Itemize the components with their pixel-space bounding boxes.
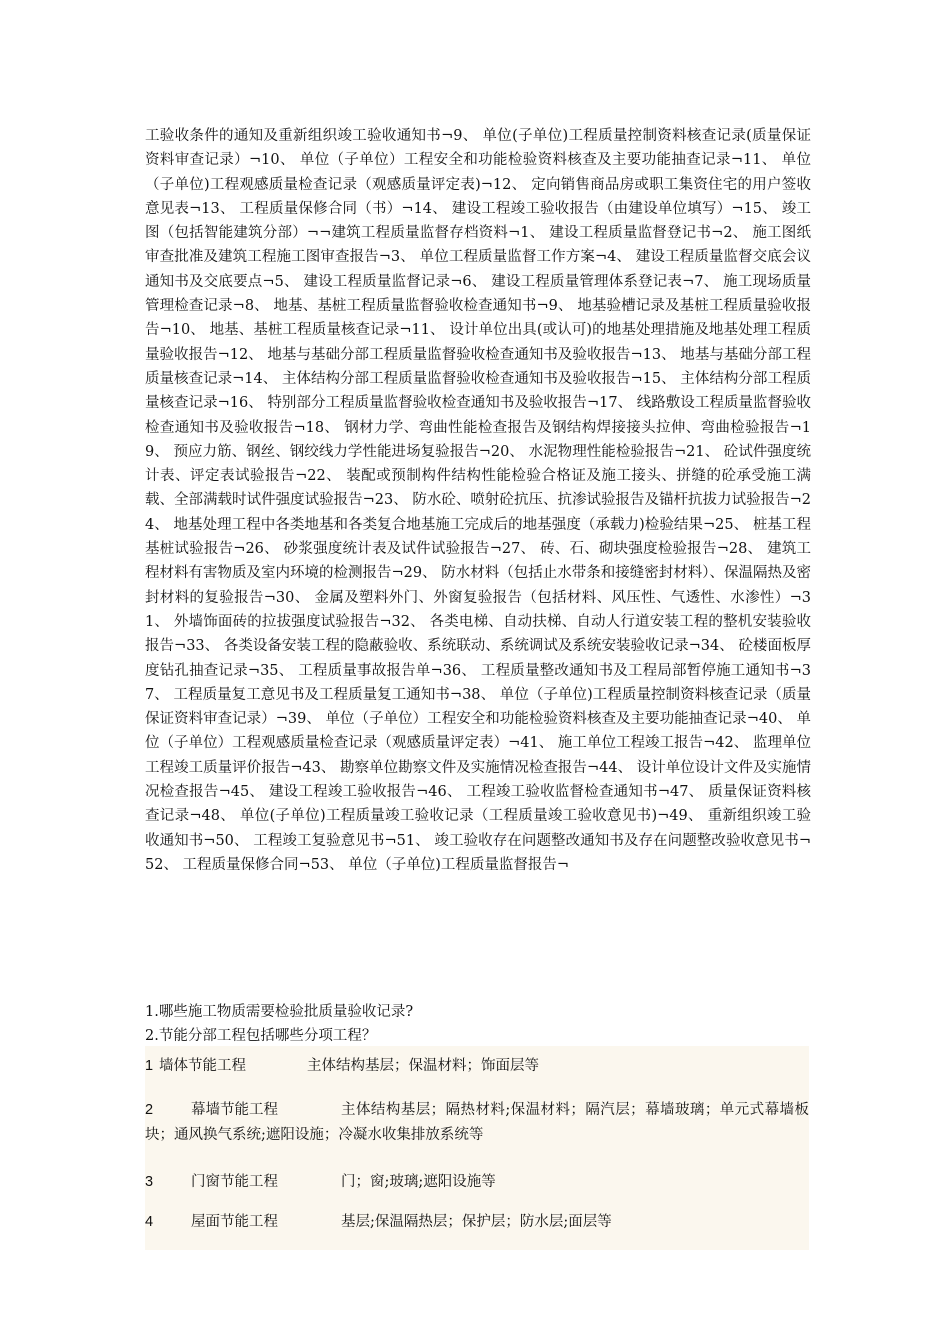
row-content: 主体结构基层；隔热材料;保温材料；隔汽层；幕墙玻璃；单元式幕墙板块；通风换气系统;遮阳设施；冷凝水收集排放系统等 [145, 1102, 809, 1143]
row-content: 主体结构基层；保温材料；饰面层等 [307, 1058, 539, 1074]
row-name: 墙体节能工程 [159, 1058, 246, 1074]
row-name: 门窗节能工程 [191, 1174, 278, 1190]
row-content: 门；窗;玻璃;遮阳设施等 [341, 1174, 496, 1190]
table-row [145, 1210, 809, 1250]
row-number: 1 [145, 1058, 154, 1074]
question-1: 1.哪些施工物质需要检验批质量验收记录? [145, 1004, 414, 1020]
row-number: 3 [145, 1174, 154, 1190]
body-paragraph: 工验收条件的通知及重新组织竣工验收通知书¬9、 单位(子单位)工程质量控制资料核查记录(质量保证资料审查记录）¬10、 单位（子单位）工程安全和功能检验资料核查及主要功能抽查记录¬11、 单位（子单位)工程观感质量检查记录（观感质量评定表)¬12、 定向销售商品房或职工集资住宅的用户签收意见表¬13、 工程质量保修合同（书）¬14、 建设工程竣工验收报告（由建设单位填写）¬15、 竣工图（包括智能建筑分部）¬¬建筑工程质量监督存档资料¬1、 建设工程质量监督登记书¬2、 施工图纸审查批准及建筑工程施工图审查报告¬3、 单位工程质量监督工作方案¬4、 建设工程质量监督交底会议通知书及交底要点¬5、 建设工程质量监督记录¬6、 建设工程质量管理体系登记表¬7、 施工现场质量管理检查记录¬8、 地基、基桩工程质量监督验收检查通知书¬9、 地基验槽记录及基桩工程质量验收报告¬10、 地基、基桩工程质量核查记录¬11、 设计单位出具(或认可)的地基处理措施及地基处理工程质量验收报告¬12、 地基与基础分部工程质量监督验收检查通知书及验收报告¬13、 地基与基础分部工程质量核查记录¬14、 主体结构分部工程质量监督验收检查通知书及验收报告¬15、 主体结构分部工程质量核查记录¬16、 特别部分工程质量监督验收检查通知书及验收报告¬17、 线路敷设工程质量监督验收检查通知书及验收报告¬18、 钢材力学、弯曲性能检查报告及钢结构焊接接头拉伸、弯曲检验报告¬19、 预应力筋、钢丝、钢绞线力学性能进场复验报告¬20、 水泥物理性能检验报告¬21、 砼试件强度统计表、评定表试验报告¬22、 装配或预制构件结构性能检验合格证及施工接头、拼缝的砼承受施工满载、全部满载时试件强度试验报告¬23、 防水砼、喷射砼抗压、抗渗试验报告及锚杆抗拔力试验报告¬24、 地基处理工程中各类地基和各类复合地基施工完成后的地基强度（承载力)检验结果¬25、 桩基工程基桩试验报告¬26、 砂浆强度统计表及试件试验报告¬27、 砖、石、砌块强度检验报告¬28、 建筑工程材料有害物质及室内环境的检测报告¬29、 防水材料（包括止水带条和接缝密封材料）、保温隔热及密封材料的复验报告¬30、 金属及塑料外门、外窗复验报告（包括材料、风压性、气透性、水渗性）¬31、 外墙饰面砖的拉拔强度试验报告¬32、 各类电梯、自动扶梯、自动人行道安装工程的整机安装验收报告¬33、 各类设备安装工程的隐蔽验收、系统联动、系统调试及系统安装验收记录¬34、 砼楼面板厚度钻孔抽查记录¬35、 工程质量事故报告单¬36、 工程质量整改通知书及工程局部暂停施工通知书¬37、 工程质量复工意见书及工程质量复工通知书¬38、 单位（子单位)工程质量控制资料核查记录（质量保证资料审查记录）¬39、 单位（子单位）工程安全和功能检验资料核查及主要功能抽查记录¬40、 单位（子单位）工程观感质量检查记录（观感质量评定表）¬41、 施工单位工程竣工报告¬42、 监理单位工程竣工质量评价报告¬43、 勘察单位勘察文件及实施情况检查报告¬44、 设计单位设计文件及实施情况检查报告¬45、 建设工程竣工验收报告¬46、 工程竣工验收监督检查通知书¬47、 质量保证资料核查记录¬48、 单位(子单位)工程质量竣工验收记录（工程质量竣工验收意见书)¬49、 重新组织竣工验收通知书¬50、 工程竣工复验意见书¬51、 竣工验收存在问题整改通知书及存在问题整改验收意见书¬52、 工程质量保修合同¬53、 单位（子单位)工程质量监督报告¬ [145, 128, 811, 873]
question-2: 2.节能分部工程包括哪些分项工程？ [145, 1028, 377, 1044]
energy-saving-subitem-table [145, 1046, 809, 1250]
row-number: 4 [145, 1214, 154, 1230]
table-row [145, 1170, 809, 1210]
row-name: 屋面节能工程 [191, 1214, 278, 1230]
row-number: 2 [145, 1102, 154, 1118]
table-row [145, 1046, 809, 1094]
row-name: 幕墙节能工程 [191, 1102, 278, 1118]
row-content: 基层;保温隔热层；保护层；防水层;面层等 [341, 1214, 612, 1230]
table-row [145, 1094, 809, 1170]
